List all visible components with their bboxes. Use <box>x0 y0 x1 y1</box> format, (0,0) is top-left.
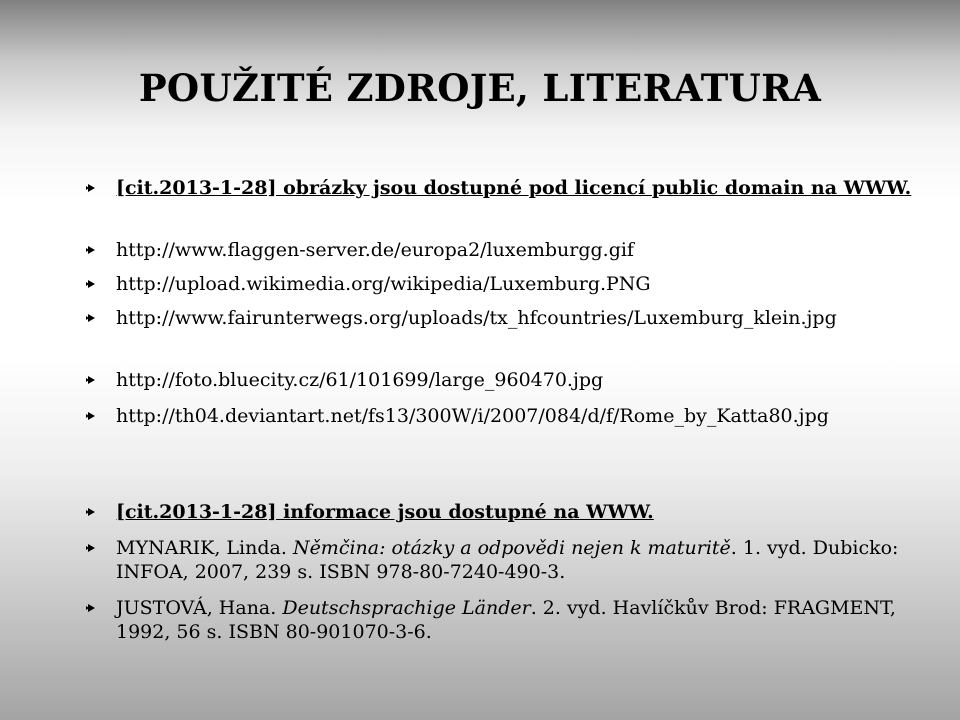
citation-author: JUSTOVÁ, Hana. <box>116 597 277 619</box>
arrow-bullet-icon <box>88 604 95 612</box>
source-url: http://upload.wikimedia.org/wikipedia/Luxemburg.PNG <box>116 273 651 295</box>
source-item <box>88 404 918 428</box>
citation <box>116 596 918 644</box>
arrow-bullet-icon <box>88 280 95 288</box>
source-item-images-heading <box>88 176 918 200</box>
source-item <box>88 272 918 296</box>
arrow-bullet-icon <box>88 314 95 322</box>
source-item-book <box>88 536 918 584</box>
arrow-bullet-icon <box>88 246 95 254</box>
source-text: [cit.2013-1-28] obrázky jsou dostupné pod licencí public domain na WWW. <box>116 177 912 199</box>
citation-title: Deutschsprachige Länder <box>282 597 531 619</box>
arrow-bullet-icon <box>88 544 95 552</box>
source-url: http://www.fairunterwegs.org/uploads/tx_hfcountries/Luxemburg_klein.jpg <box>116 307 837 329</box>
arrow-bullet-icon <box>88 412 95 420</box>
arrow-bullet-icon <box>88 184 95 192</box>
citation-author: MYNARIK, Linda. <box>116 537 287 559</box>
source-item-book <box>88 596 918 644</box>
source-item-info-heading <box>88 500 918 524</box>
citation-details: . 2. vyd. Havlíčkův Brod: FRAGMENT, 1992, 56 s. ISBN 80-901070-3-6. <box>116 597 896 643</box>
source-item <box>88 368 918 392</box>
source-url: http://th04.deviantart.net/fs13/300W/i/2007/084/d/f/Rome_by_Katta80.jpg <box>116 405 829 427</box>
source-item <box>88 238 918 262</box>
citation-details: . 1. vyd. Dubicko: INFOA, 2007, 239 s. ISBN 978-80-7240-490-3. <box>116 537 899 583</box>
source-text: [cit.2013-1-28] informace jsou dostupné na WWW. <box>116 501 654 523</box>
citation-title: Němčina: otázky a odpovědi nejen k maturitě <box>292 537 731 559</box>
source-url: http://foto.bluecity.cz/61/101699/large_960470.jpg <box>116 369 604 391</box>
citation <box>116 536 918 584</box>
source-url: http://www.flaggen-server.de/europa2/luxemburgg.gif <box>116 239 634 261</box>
source-item <box>88 306 918 330</box>
slide-title: POUŽITÉ ZDROJE, LITERATURA <box>138 66 822 110</box>
arrow-bullet-icon <box>88 508 95 516</box>
arrow-bullet-icon <box>88 376 95 384</box>
